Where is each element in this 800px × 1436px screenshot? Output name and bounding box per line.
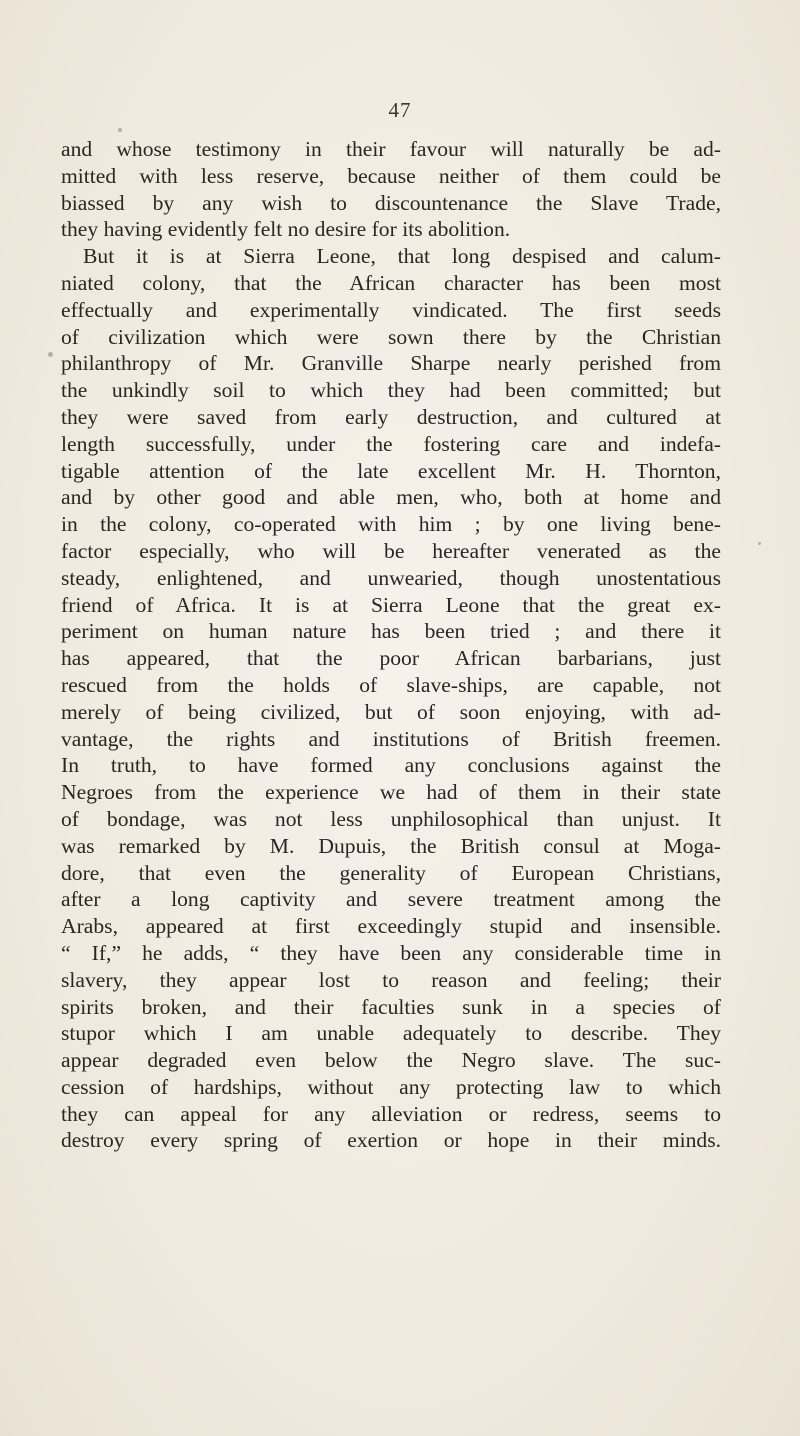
text-line: in the colony, co-operated with him ; by one living bene- bbox=[61, 512, 721, 537]
text-line: “ If,” he adds, “ they have been any considerable time in bbox=[61, 940, 721, 965]
text-line: destroy every spring of exertion or hope in their minds. bbox=[61, 1128, 721, 1153]
text-line: stupor which I am unable adequately to describe. They bbox=[61, 1021, 721, 1046]
body-text bbox=[61, 136, 721, 1154]
text-line: rescued from the holds of slave-ships, are capable, not bbox=[61, 672, 721, 697]
page-blemish bbox=[48, 352, 53, 357]
text-line: In truth, to have formed any conclusions against the bbox=[61, 753, 721, 778]
text-line: appear degraded even below the Negro slave. The suc- bbox=[61, 1048, 721, 1073]
text-line: But it is at Sierra Leone, that long despised and calum- bbox=[83, 244, 721, 269]
text-line: length successfully, under the fostering care and indefa- bbox=[61, 431, 721, 456]
text-line: mitted with less reserve, because neither of them could be bbox=[61, 163, 721, 188]
text-line: slavery, they appear lost to reason and feeling; their bbox=[61, 967, 721, 992]
text-line: cession of hardships, without any protecting law to which bbox=[61, 1074, 721, 1099]
text-line: tigable attention of the late excellent Mr. H. Thornton, bbox=[61, 458, 721, 483]
text-line: factor especially, who will be hereafter venerated as the bbox=[61, 538, 721, 563]
text-line: Arabs, appeared at first exceedingly stupid and insensible. bbox=[61, 914, 721, 939]
text-line: vantage, the rights and institutions of British freemen. bbox=[61, 726, 721, 751]
text-line: steady, enlightened, and unwearied, though unostentatious bbox=[61, 565, 721, 590]
text-line: Negroes from the experience we had of them in their state bbox=[61, 780, 721, 805]
text-line: friend of Africa. It is at Sierra Leone that the great ex- bbox=[61, 592, 721, 617]
text-line: of bondage, was not less unphilosophical than unjust. It bbox=[61, 806, 721, 831]
text-line: periment on human nature has been tried ; and there it bbox=[61, 619, 721, 644]
text-line: biassed by any wish to discountenance the Slave Trade, bbox=[61, 190, 721, 215]
text-line: niated colony, that the African character has been most bbox=[61, 270, 721, 295]
text-line: effectually and experimentally vindicated. The first seeds bbox=[61, 297, 721, 322]
text-line: philanthropy of Mr. Granville Sharpe nearly perished from bbox=[61, 351, 721, 376]
text-line: the unkindly soil to which they had been committed; but bbox=[61, 378, 721, 403]
text-line: they can appeal for any alleviation or redress, seems to bbox=[61, 1101, 721, 1126]
text-line: they having evidently felt no desire for its abolition. bbox=[61, 217, 511, 242]
text-line: of civilization which were sown there by the Christian bbox=[61, 324, 721, 349]
text-line: was remarked by M. Dupuis, the British consul at Moga- bbox=[61, 833, 721, 858]
page-blemish bbox=[118, 128, 122, 132]
text-line: has appeared, that the poor African barbarians, just bbox=[61, 646, 721, 671]
text-line: merely of being civilized, but of soon enjoying, with ad- bbox=[61, 699, 721, 724]
text-line: they were saved from early destruction, and cultured at bbox=[61, 404, 721, 429]
text-line: after a long captivity and severe treatment among the bbox=[61, 887, 721, 912]
text-line: spirits broken, and their faculties sunk in a species of bbox=[61, 994, 721, 1019]
page-blemish bbox=[758, 542, 761, 545]
text-line: and whose testimony in their favour will naturally be ad- bbox=[61, 137, 721, 161]
text-line: dore, that even the generality of European Christians, bbox=[61, 860, 721, 885]
page-number: 47 bbox=[388, 98, 412, 122]
text-line: and by other good and able men, who, both at home and bbox=[61, 485, 721, 510]
